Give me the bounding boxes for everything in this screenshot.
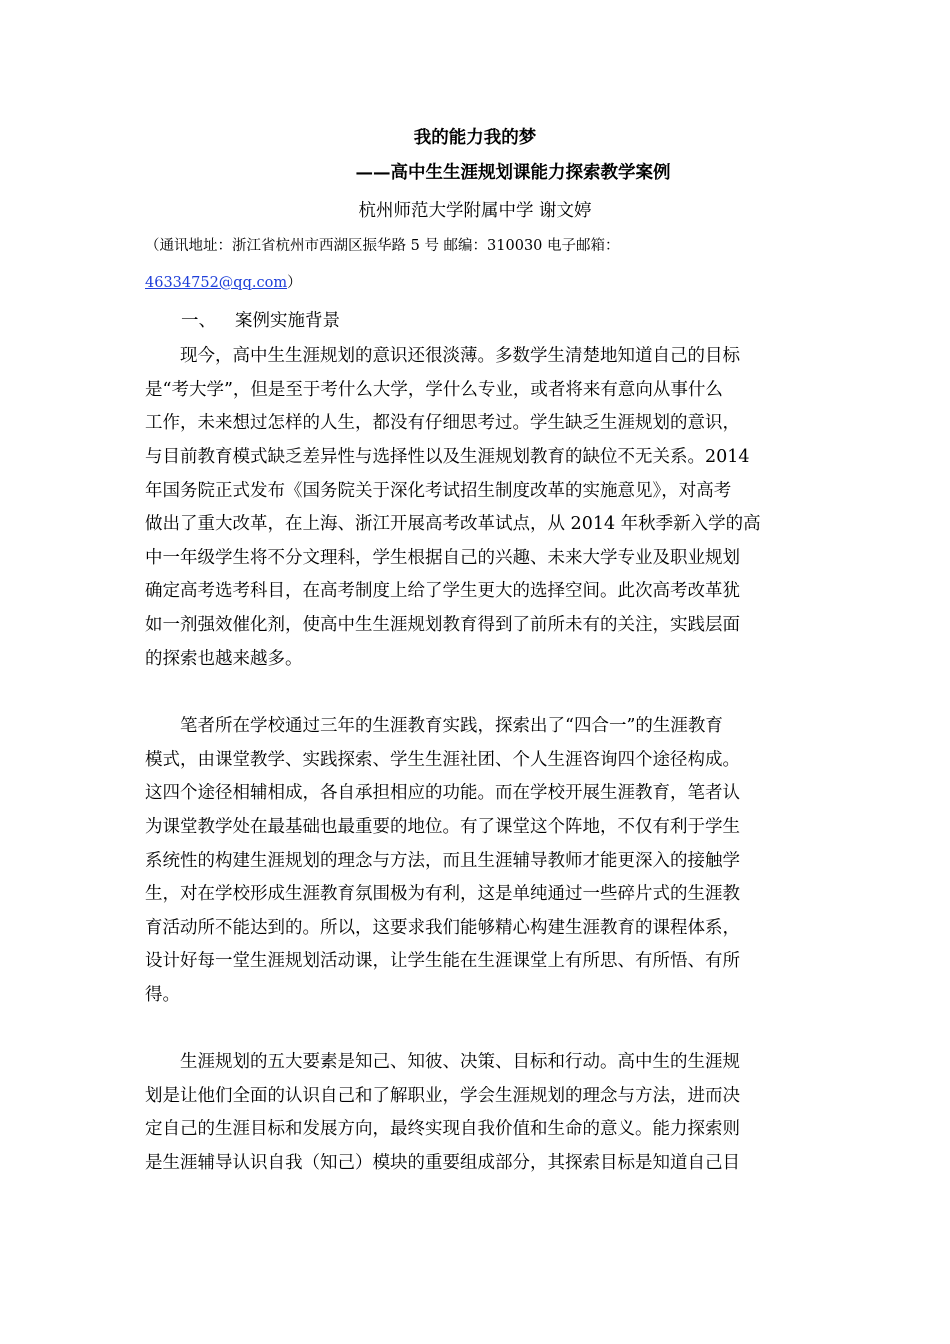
paragraph-line: 系统性的构建生涯规划的理念与方法，而且生涯辅导教师才能更深入的接触学 <box>145 850 740 871</box>
author-line: 杭州师范大学附属中学 谢文婷 <box>358 201 592 221</box>
paragraph-line: 工作，未来想过怎样的人生，都没有仔细思考过。学生缺乏生涯规划的意识， <box>145 413 740 434</box>
paragraph-line: 是生涯辅导认识自我（知己）模块的重要组成部分，其探索目标是知道自己目 <box>145 1152 740 1173</box>
document-title: 我的能力我的梦 <box>413 128 537 148</box>
paragraph-line: 与目前教育模式缺乏差异性与选择性以及生涯规划教育的缺位不无关系。2014 <box>145 446 750 467</box>
paragraph <box>145 340 805 676</box>
section-title: 案例实施背景 <box>235 311 340 331</box>
paragraph-line: 确定高考选考科目，在高考制度上给了学生更大的选择空间。此次高考改革犹 <box>145 581 740 602</box>
paragraph <box>145 1046 805 1181</box>
email-link[interactable]: 46334752@qq.com <box>145 275 288 291</box>
paragraph-line: 这四个途径相辅相成，各自承担相应的功能。而在学校开展生涯教育，笔者认 <box>145 783 740 804</box>
paragraph-line: 的探索也越来越多。 <box>145 648 303 669</box>
paragraph-line: 笔者所在学校通过三年的生涯教育实践，探索出了“四合一”的生涯教育 <box>180 716 723 736</box>
paragraph-line: 为课堂教学处在最基础也最重要的地位。有了课堂这个阵地，不仅有利于学生 <box>145 816 740 837</box>
paragraph-line: 现今，高中生生涯规划的意识还很淡薄。多数学生清楚地知道自己的目标 <box>180 346 740 366</box>
contact-closing-paren: ） <box>287 275 302 291</box>
paragraph-line: 中一年级学生将不分文理科，学生根据自己的兴趣、未来大学专业及职业规划 <box>145 547 740 568</box>
paragraph <box>145 710 805 1013</box>
paragraph-line: 生涯规划的五大要素是知己、知彼、决策、目标和行动。高中生的生涯规 <box>180 1052 740 1072</box>
paragraph-line: 年国务院正式发布《国务院关于深化考试招生制度改革的实施意见》，对高考 <box>145 480 732 501</box>
paragraph-line: 定自己的生涯目标和发展方向，最终实现自我价值和生命的意义。能力探索则 <box>145 1119 740 1140</box>
paragraph-line: 做出了重大改革，在上海、浙江开展高考改革试点，从 2014 年秋季新入学的高 <box>145 514 761 535</box>
paragraph-line: 如一剂强效催化剂，使高中生生涯规划教育得到了前所未有的关注，实践层面 <box>145 615 740 636</box>
document-subtitle: ——高中生生涯规划课能力探索教学案例 <box>355 163 671 183</box>
paragraph-line: 得。 <box>145 985 180 1006</box>
section-number: 一、 <box>181 311 216 331</box>
paragraph-line: 育活动所不能达到的。所以，这要求我们能够精心构建生涯教育的课程体系， <box>145 917 740 938</box>
contact-address-line: （通讯地址：浙江省杭州市西湖区振华路 5 号 邮编：310030 电子邮箱： <box>145 238 620 254</box>
paragraph-line: 是“考大学”，但是至于考什么大学，学什么专业，或者将来有意向从事什么 <box>145 379 723 400</box>
paragraph-line: 划是让他们全面的认识自己和了解职业，学会生涯规划的理念与方法，进而决 <box>145 1085 740 1106</box>
paragraph-line: 模式，由课堂教学、实践探索、学生生涯社团、个人生涯咨询四个途径构成。 <box>145 749 740 770</box>
paragraph-line: 设计好每一堂生涯规划活动课，让学生能在生涯课堂上有所思、有所悟、有所 <box>145 951 740 972</box>
paragraph-line: 生，对在学校形成生涯教育氛围极为有利，这是单纯通过一些碎片式的生涯教 <box>145 884 740 905</box>
section-heading-1 <box>181 308 340 334</box>
contact-email-line <box>145 273 302 293</box>
